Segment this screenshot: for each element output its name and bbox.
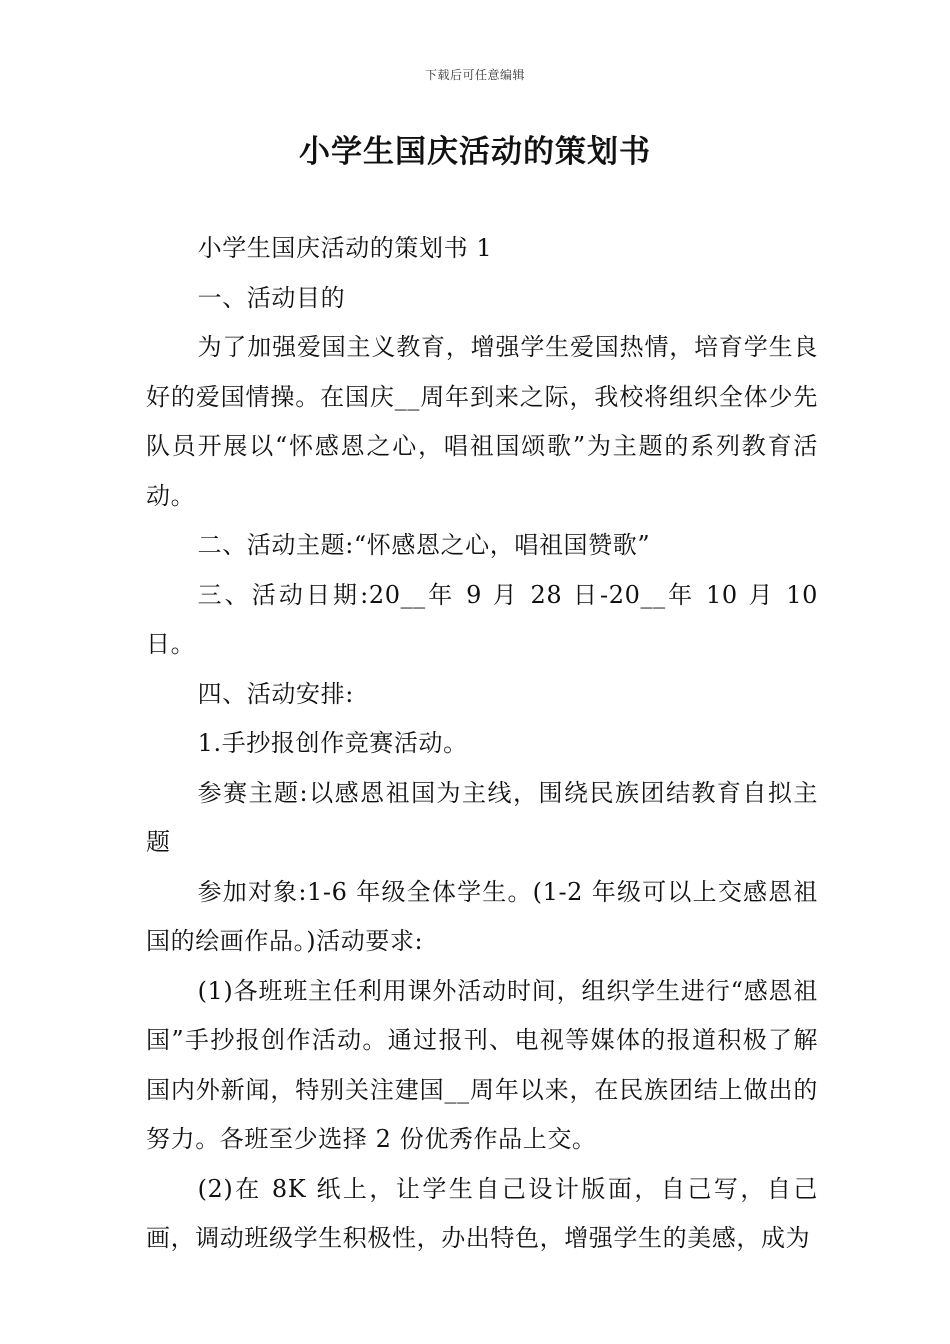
section-heading-dates: 三、活动日期:20__年 9 月 28 日-20__年 10 月 10 日。 <box>146 580 818 658</box>
section-heading-purpose: 一、活动目的 <box>197 283 346 312</box>
item-heading-poster-contest: 1.手抄报创作竞赛活动。 <box>197 729 468 757</box>
header-note: 下载后可任意编辑 <box>424 68 525 82</box>
paragraph-participants: 参加对象:1-6 年级全体学生。(1-2 年级可以上交感恩祖国的绘画作品。)活动要求: <box>146 877 818 955</box>
paragraph-purpose: 为了加强爱国主义教育，增强学生爱国热情，培育学生良好的爱国情操。在国庆__周年到来之际，我校将组织全体少先队员开展以“怀感恩之心，唱祖国颂歌”为主题的系列教育活动。 <box>146 333 818 510</box>
section-heading-theme: 二、活动主题:“怀感恩之心，唱祖国赞歌” <box>197 531 651 559</box>
document-title: 小学生国庆活动的策划书 <box>299 134 651 170</box>
paragraph-contest-theme: 参赛主题:以感恩祖国为主线，围绕民族团结教育自拟主题 <box>146 778 818 856</box>
paragraph-requirement-1: (1)各班班主任利用课外活动时间，组织学生进行“感恩祖国”手抄报创作活动。通过报刊、电视等媒体的报道积极了解国内外新闻，特别关注建国__周年以来，在民族团结上做出的努力。各班至少选择 2 份优秀作品上交。 <box>146 976 818 1153</box>
subtitle-paragraph: 小学生国庆活动的策划书 1 <box>197 234 493 262</box>
document-body <box>146 224 818 1264</box>
section-heading-arrangement: 四、活动安排: <box>197 679 354 708</box>
paragraph-requirement-2: (2)在 8K 纸上，让学生自己设计版面，自己写，自己画，调动班级学生积极性，办出特色，增强学生的美感，成为 <box>146 1174 818 1252</box>
